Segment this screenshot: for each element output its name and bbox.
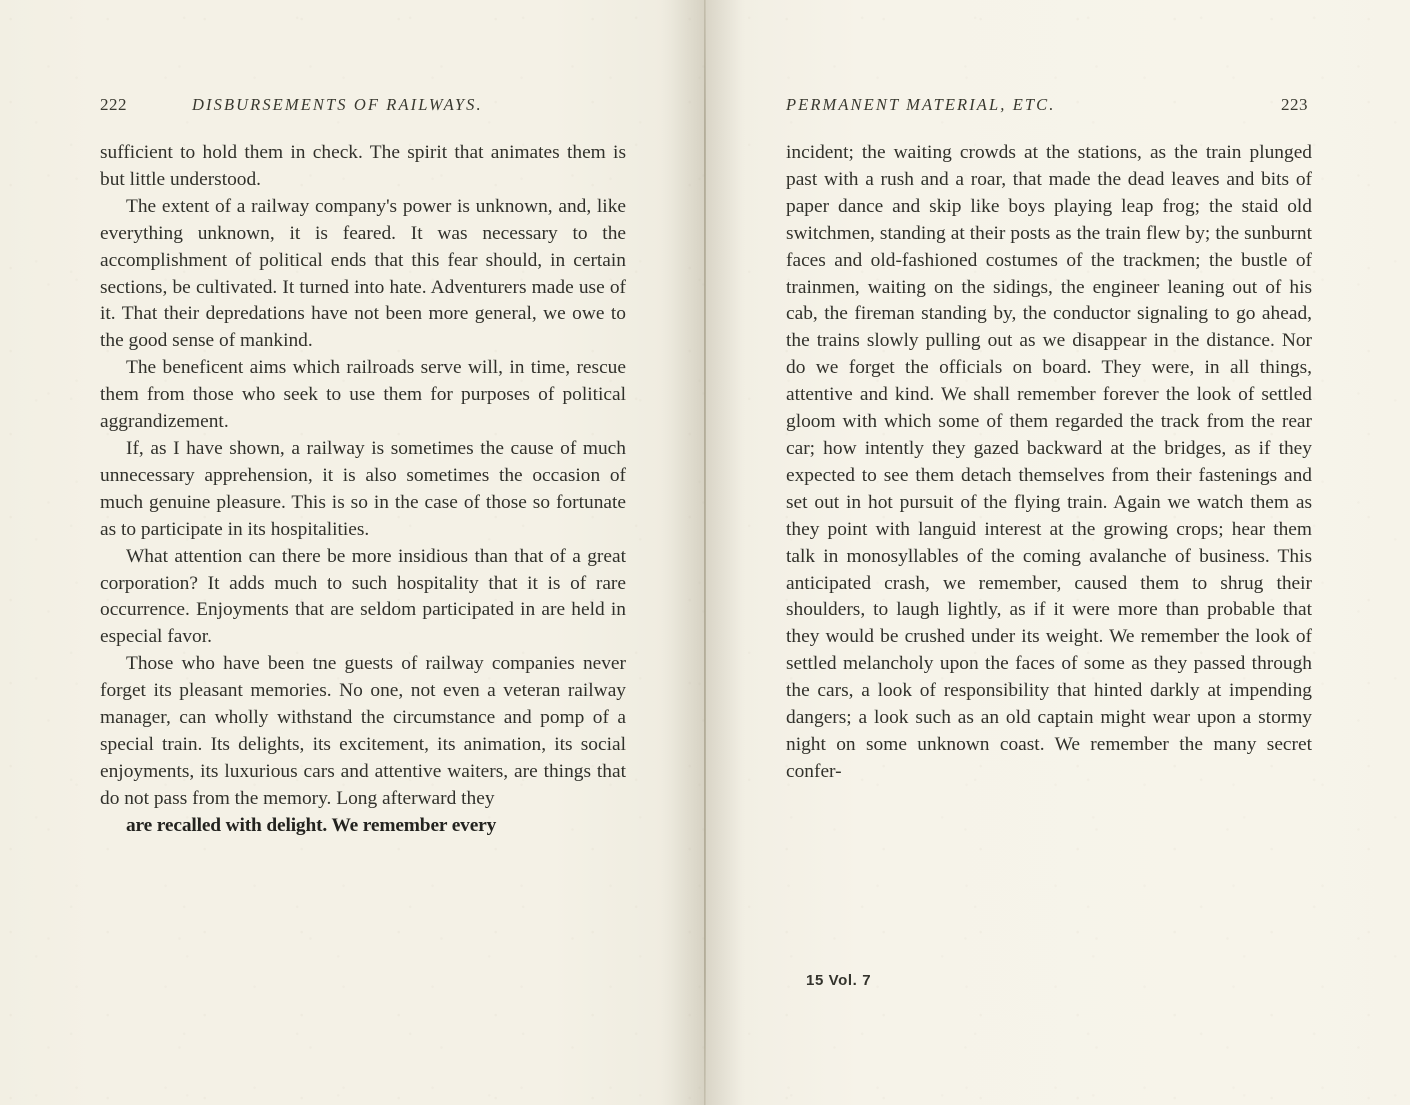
paragraph: If, as I have shown, a railway is sometimes the cause of much unnecessary apprehension, it is also sometimes the occasion of much genuine pleasure. This is so in the case of those so fortunate as to participate in its hospitalities. <box>100 437 626 540</box>
paragraph-final-heavy-line: are recalled with delight. We remember every <box>126 814 497 836</box>
right-page-folio: 223 <box>1281 95 1308 114</box>
left-running-head-title: DISBURSEMENTS OF RAILWAYS. <box>192 95 483 114</box>
paragraph-final-body: Those who have been tne guests of railway companies never forget its pleasant memories. No one, not even a veteran railway manager, can wholly withstand the circumstance and pomp of a special train. Its delights, its excitement, its animation, its social enjoyments, its luxurious cars and attentive waiters, are things that do not pass from the memory. Long afterward they <box>100 653 626 809</box>
right-page-text-column <box>786 140 1312 786</box>
paragraph: The extent of a railway company's power is unknown, and, like everything unknown, it is feared. It was necessary to the accomplishment of political ends that this fear should, in certain sections, be cultivated. It turned into hate. Adventurers made use of it. That their depredations have not been more general, we owe to the good sense of mankind. <box>100 195 626 352</box>
paragraph: The beneficent aims which railroads serve will, in time, rescue them from those who seek to use them for purposes of political aggrandizement. <box>100 357 626 433</box>
right-running-head-title: PERMANENT MATERIAL, ETC. <box>786 95 1056 114</box>
paragraph: sufficient to hold them in check. The spirit that animates them is but little understood. <box>100 142 626 190</box>
signature-mark: 15 Vol. 7 <box>806 972 872 989</box>
right-running-head <box>786 95 1308 119</box>
paragraph: What attention can there be more insidious than that of a great corporation? It adds much to such hospitality that it is of rare occurrence. Enjoyments that are seldom participated in are held in especial favor. <box>100 545 626 648</box>
paragraph-final <box>100 651 626 839</box>
left-page-folio: 222 <box>100 95 127 114</box>
left-running-head <box>100 95 630 119</box>
left-page-text-column <box>100 140 626 840</box>
gutter-crease <box>704 0 706 1105</box>
paragraph: incident; the waiting crowds at the stations, as the train plunged past with a rush and a roar, that made the dead leaves and bits of paper dance and skip like boys playing leap frog; the staid old switchmen, standing at their posts as the train flew by; the sunburnt faces and old-fashioned costumes of the trackmen; the bustle of trainmen, waiting on the sidings, the engineer leaning out of his cab, the fireman standing by, the conductor signaling to go ahead, the trains slowly pulling out as we disappear in the distance. Nor do we forget the officials on board. They were, in all things, attentive and kind. We shall remember forever the look of settled gloom with which some of them regarded the track from the rear car; how intently they gazed backward at the bridges, as if they expected to see them detach themselves from their fastenings and set out in hot pursuit of the flying train. Again we watch them as they point with languid interest at the growing crops; hear them talk in monosyllables of the coming avalanche of business. This anticipated crash, we remember, caused them to shrug their shoulders, to laugh lightly, as if it were more than probable that they would be crushed under its weight. We remember the look of settled melancholy upon the faces of some as they passed through the cars, a look of responsibility that hinted darkly at impending dangers; a look such as an old captain might wear upon a stormy night on some unknown coast. We remember the many secret confer- <box>786 142 1312 782</box>
